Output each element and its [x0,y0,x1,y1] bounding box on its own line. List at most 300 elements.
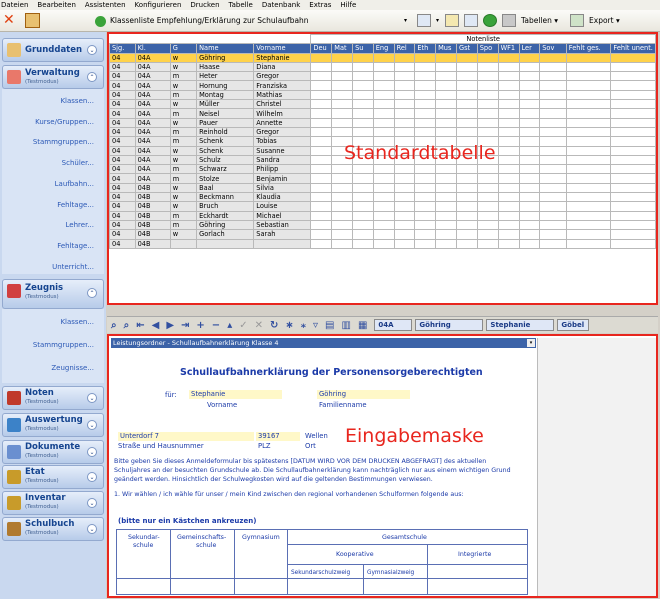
table-cell[interactable]: Stephanie [254,53,311,62]
grade-cell[interactable] [456,53,477,62]
column-header[interactable]: Name [197,44,254,53]
section-zeugnis[interactable] [2,279,104,309]
grade-cell[interactable] [436,239,457,248]
table-cell[interactable]: w [170,202,196,211]
sidebar-link[interactable]: Schüler... [61,159,94,168]
sidebar-link[interactable]: Klassen... [60,318,94,326]
table-cell[interactable]: m [170,72,196,81]
grade-cell[interactable] [611,137,656,146]
grade-cell[interactable] [566,81,611,90]
grade-cell[interactable] [332,202,353,211]
grade-cell[interactable] [311,137,332,146]
table-cell[interactable]: Pauer [197,118,254,127]
table-cell[interactable]: Louise [254,202,311,211]
grade-cell[interactable] [394,230,415,239]
table-cell[interactable]: Göhring [197,53,254,62]
grade-cell[interactable] [332,165,353,174]
table-cell[interactable]: 04A [135,146,170,155]
grade-cell[interactable] [353,220,374,229]
edit-record-icon[interactable]: ▴ [227,319,233,331]
grade-cell[interactable] [477,81,498,90]
grade-cell[interactable] [373,53,394,62]
grade-cell[interactable] [436,202,457,211]
table-cell[interactable]: m [170,174,196,183]
table-cell[interactable]: Schulz [197,155,254,164]
grade-cell[interactable] [332,193,353,202]
table-cell[interactable]: 04 [110,193,136,202]
grade-cell[interactable] [611,100,656,109]
table-row[interactable] [110,53,656,62]
grade-cell[interactable] [353,118,374,127]
table-cell[interactable]: Michael [254,211,311,220]
grade-cell[interactable] [498,146,519,155]
grade-cell[interactable] [519,146,540,155]
grade-cell[interactable] [477,239,498,248]
table-cell[interactable] [254,239,311,248]
grade-cell[interactable] [311,155,332,164]
table-cell[interactable]: w [170,230,196,239]
table-cell[interactable]: Müller [197,100,254,109]
section-dokumente[interactable] [2,440,104,464]
column-header[interactable]: Vorname [254,44,311,53]
grade-cell[interactable] [353,81,374,90]
table-row[interactable] [110,211,656,220]
menu-item[interactable]: Assistenten [84,1,126,9]
grade-cell[interactable] [477,230,498,239]
grade-cell[interactable] [436,193,457,202]
table-cell[interactable]: 04 [110,118,136,127]
table-cell[interactable]: Tobias [254,137,311,146]
grade-cell[interactable] [566,165,611,174]
grade-cell[interactable] [415,100,436,109]
grade-cell[interactable] [353,72,374,81]
table-row[interactable] [110,72,656,81]
grade-cell[interactable] [566,72,611,81]
grade-cell[interactable] [611,202,656,211]
grade-cell[interactable] [540,202,567,211]
table-row[interactable] [110,239,656,248]
grade-cell[interactable] [332,230,353,239]
grade-cell[interactable] [415,72,436,81]
table-cell[interactable]: 04A [135,127,170,136]
grade-cell[interactable] [477,109,498,118]
go-icon[interactable] [483,14,497,27]
grade-cell[interactable] [456,183,477,192]
grade-cell[interactable] [519,193,540,202]
grade-cell[interactable] [436,90,457,99]
grade-cell[interactable] [611,220,656,229]
grade-cell[interactable] [332,239,353,248]
grade-cell[interactable] [415,202,436,211]
table-cell[interactable]: Schenk [197,146,254,155]
grade-cell[interactable] [498,183,519,192]
column-header[interactable]: WF1 [498,44,519,53]
table-cell[interactable]: 04 [110,239,136,248]
grade-cell[interactable] [353,90,374,99]
table-cell[interactable]: 04A [135,165,170,174]
column-header[interactable]: Eth [415,44,436,53]
grade-cell[interactable] [611,127,656,136]
table-cell[interactable]: m [170,127,196,136]
grade-cell[interactable] [332,174,353,183]
grade-cell[interactable] [311,118,332,127]
grade-cell[interactable] [456,100,477,109]
table-row[interactable] [110,183,656,192]
grade-cell[interactable] [456,81,477,90]
sidebar-link[interactable]: Lehrer... [65,221,94,230]
grade-cell[interactable] [477,183,498,192]
expand-icon[interactable]: ⌄ [87,45,97,55]
grade-cell[interactable] [477,100,498,109]
grade-cell[interactable] [519,118,540,127]
table-row[interactable] [110,100,656,109]
grade-cell[interactable] [540,174,567,183]
add-record-icon[interactable]: + [196,319,205,331]
grade-cell[interactable] [540,165,567,174]
refresh-icon[interactable]: ↻ [270,319,279,331]
close-icon[interactable]: ✕ [3,12,15,28]
table-cell[interactable]: w [170,62,196,71]
table-cell[interactable]: Reinhold [197,127,254,136]
menu-item[interactable]: Hilfe [340,1,357,9]
grade-cell[interactable] [373,62,394,71]
grade-cell[interactable] [373,183,394,192]
table-cell[interactable]: Bruch [197,202,254,211]
strasse-field[interactable]: Unterdorf 7 [118,432,254,441]
prev-record-icon[interactable]: ◀ [151,319,160,331]
sidebar-link[interactable]: Kurse/Gruppen... [35,117,94,126]
table-cell[interactable]: 04 [110,100,136,109]
grade-cell[interactable] [311,90,332,99]
grade-cell[interactable] [540,183,567,192]
table-cell[interactable]: m [170,137,196,146]
table-row[interactable] [110,118,656,127]
sidebar-link[interactable]: Unterricht... [52,262,94,271]
grade-cell[interactable] [498,127,519,136]
table-cell[interactable]: 04 [110,165,136,174]
table-cell[interactable]: 04 [110,220,136,229]
grade-cell[interactable] [611,90,656,99]
grade-cell[interactable] [566,230,611,239]
grade-cell[interactable] [477,174,498,183]
grade-cell[interactable] [498,174,519,183]
grade-cell[interactable] [456,230,477,239]
table-cell[interactable]: Silvia [254,183,311,192]
chart-icon[interactable] [445,14,459,27]
grade-cell[interactable] [456,174,477,183]
grade-cell[interactable] [566,220,611,229]
grade-cell[interactable] [566,127,611,136]
table-row[interactable] [110,220,656,229]
table-cell[interactable]: 04B [135,211,170,220]
sidebar-link[interactable]: Fehltage... [57,241,94,250]
printer-icon[interactable] [502,14,516,27]
table-cell[interactable]: 04A [135,72,170,81]
grade-cell[interactable] [519,230,540,239]
grade-cell[interactable] [477,165,498,174]
table-cell[interactable]: w [170,53,196,62]
column-header[interactable]: Spo [477,44,498,53]
grade-cell[interactable] [519,202,540,211]
section-noten[interactable] [2,386,104,410]
grade-cell[interactable] [436,220,457,229]
grade-cell[interactable] [611,109,656,118]
grade-cell[interactable] [456,220,477,229]
grade-cell[interactable] [611,230,656,239]
grade-cell[interactable] [566,202,611,211]
grade-cell[interactable] [498,118,519,127]
collapse-icon[interactable]: ⌃ [87,72,97,82]
grade-cell[interactable] [373,202,394,211]
table-cell[interactable]: 04B [135,183,170,192]
table-cell[interactable]: 04 [110,109,136,118]
grade-cell[interactable] [498,81,519,90]
table-cell[interactable]: w [170,155,196,164]
dropdown-icon[interactable]: ▾ [527,339,535,347]
grade-cell[interactable] [477,211,498,220]
grade-cell[interactable] [566,146,611,155]
sidebar-link[interactable]: Klassen... [60,97,94,105]
grade-cell[interactable] [456,118,477,127]
grade-cell[interactable] [540,137,567,146]
grade-cell[interactable] [477,53,498,62]
grade-cell[interactable] [415,90,436,99]
grade-cell[interactable] [611,193,656,202]
filter-next-icon[interactable]: ⁎ [300,319,307,331]
grade-cell[interactable] [373,211,394,220]
grade-cell[interactable] [540,53,567,62]
grade-cell[interactable] [373,72,394,81]
menu-item[interactable]: Extras [309,1,332,9]
calendar-icon[interactable] [570,14,584,27]
grade-cell[interactable] [373,174,394,183]
sidebar-link[interactable]: Stammgruppen... [32,341,94,349]
grade-cell[interactable] [456,165,477,174]
table-cell[interactable]: 04 [110,174,136,183]
table-cell[interactable]: 04 [110,202,136,211]
layout-split-icon[interactable]: ▥ [341,319,351,331]
grade-cell[interactable] [332,53,353,62]
grade-cell[interactable] [477,62,498,71]
grade-cell[interactable] [311,72,332,81]
filter-icon[interactable]: ∗ [285,319,294,331]
grade-cell[interactable] [353,193,374,202]
collapse-icon[interactable]: ⌃ [87,288,97,298]
grade-cell[interactable] [353,211,374,220]
table-cell[interactable]: Diana [254,62,311,71]
first-record-icon[interactable]: ⇤ [136,319,145,331]
table-cell[interactable]: m [170,220,196,229]
grade-cell[interactable] [477,90,498,99]
column-header[interactable]: G [170,44,196,53]
grade-cell[interactable] [311,109,332,118]
section-grunddaten[interactable] [2,38,104,62]
grade-cell[interactable] [373,90,394,99]
grade-cell[interactable] [477,72,498,81]
grade-cell[interactable] [394,193,415,202]
table-cell[interactable]: 04A [135,90,170,99]
table-row[interactable] [110,109,656,118]
grade-cell[interactable] [498,72,519,81]
sidebar-link[interactable]: Laufbahn... [54,179,94,188]
grade-cell[interactable] [332,90,353,99]
table-row[interactable] [110,202,656,211]
grade-cell[interactable] [436,165,457,174]
grade-cell[interactable] [332,100,353,109]
grade-cell[interactable] [498,211,519,220]
grade-cell[interactable] [353,239,374,248]
grade-cell[interactable] [519,81,540,90]
column-header[interactable]: Mus [436,44,457,53]
grade-cell[interactable] [566,62,611,71]
table-cell[interactable]: Montag [197,90,254,99]
grade-cell[interactable] [394,72,415,81]
grade-cell[interactable] [415,174,436,183]
grade-cell[interactable] [498,100,519,109]
table-cell[interactable]: 04B [135,220,170,229]
export-menu[interactable]: Export ▾ [589,16,620,25]
familienname-field[interactable]: Göhring [317,390,410,399]
grade-cell[interactable] [540,62,567,71]
grade-cell[interactable] [394,109,415,118]
column-header[interactable]: Eng [373,44,394,53]
table-cell[interactable] [197,239,254,248]
grade-cell[interactable] [498,239,519,248]
grade-cell[interactable] [566,174,611,183]
column-header[interactable]: Rel [394,44,415,53]
section-auswertung[interactable] [2,413,104,437]
grade-cell[interactable] [373,165,394,174]
delete-record-icon[interactable]: − [211,319,221,331]
expand-icon[interactable]: ⌄ [87,447,97,457]
tabellen-menu[interactable]: Tabellen ▾ [521,16,559,25]
grade-cell[interactable] [353,230,374,239]
grade-cell[interactable] [332,211,353,220]
grade-cell[interactable] [394,100,415,109]
grade-cell[interactable] [394,62,415,71]
grade-cell[interactable] [540,90,567,99]
grade-cell[interactable] [566,211,611,220]
grade-cell[interactable] [498,230,519,239]
column-header[interactable]: Kl. [135,44,170,53]
grade-cell[interactable] [373,193,394,202]
grade-cell[interactable] [436,100,457,109]
menu-item[interactable]: Drucken [190,1,220,9]
grade-cell[interactable] [353,62,374,71]
table-cell[interactable]: w [170,100,196,109]
table-cell[interactable]: 04B [135,202,170,211]
grade-cell[interactable] [332,127,353,136]
table-cell[interactable]: Heter [197,72,254,81]
grade-cell[interactable] [353,183,374,192]
grade-cell[interactable] [415,127,436,136]
grade-cell[interactable] [353,100,374,109]
grade-cell[interactable] [498,155,519,164]
table-cell[interactable]: 04A [135,100,170,109]
table-cell[interactable]: Sarah [254,230,311,239]
table-cell[interactable]: 04 [110,137,136,146]
grade-cell[interactable] [477,202,498,211]
grade-cell[interactable] [394,81,415,90]
table-cell[interactable]: Schwarz [197,165,254,174]
table-row[interactable] [110,165,656,174]
table-cell[interactable]: Haase [197,62,254,71]
table-cell[interactable]: 04B [135,193,170,202]
grade-cell[interactable] [311,165,332,174]
grade-cell[interactable] [436,183,457,192]
grade-cell[interactable] [498,137,519,146]
table-cell[interactable]: Mathias [254,90,311,99]
column-header[interactable]: Ler [519,44,540,53]
table-cell[interactable]: Benjamin [254,174,311,183]
plz-field[interactable]: 39167 [256,432,300,441]
table-cell[interactable]: 04 [110,90,136,99]
grade-cell[interactable] [415,183,436,192]
record-class-field[interactable]: 04A [374,319,412,331]
grade-cell[interactable] [436,230,457,239]
expand-icon[interactable]: ⌄ [87,498,97,508]
table-cell[interactable]: 04A [135,118,170,127]
grade-cell[interactable] [311,174,332,183]
grade-cell[interactable] [394,53,415,62]
grade-cell[interactable] [611,81,656,90]
record-extra-field[interactable]: Göbel [557,319,589,331]
notepad-icon[interactable] [25,13,40,28]
grade-cell[interactable] [436,211,457,220]
grade-cell[interactable] [519,165,540,174]
last-record-icon[interactable]: ⇥ [181,319,190,331]
grade-cell[interactable] [353,53,374,62]
menu-item[interactable]: Dateien [1,1,29,9]
table-cell[interactable]: 04 [110,155,136,164]
grade-cell[interactable] [566,155,611,164]
grade-cell[interactable] [456,211,477,220]
grade-cell[interactable] [519,90,540,99]
section-etat[interactable] [2,465,104,489]
grade-cell[interactable] [394,211,415,220]
menu-item[interactable]: Tabelle [228,1,253,9]
grade-cell[interactable] [477,127,498,136]
section-inventar[interactable] [2,491,104,515]
table-cell[interactable]: Susanne [254,146,311,155]
confirm-icon[interactable]: ✓ [239,319,248,331]
grade-cell[interactable] [311,127,332,136]
grade-cell[interactable] [373,118,394,127]
grade-cell[interactable] [373,239,394,248]
grade-cell[interactable] [373,230,394,239]
grade-cell[interactable] [394,220,415,229]
grade-cell[interactable] [373,109,394,118]
table-cell[interactable]: 04 [110,53,136,62]
table-row[interactable] [110,230,656,239]
table-cell[interactable]: w [170,193,196,202]
table-cell[interactable]: Philipp [254,165,311,174]
grade-cell[interactable] [332,183,353,192]
grade-cell[interactable] [311,193,332,202]
table-cell[interactable]: m [170,90,196,99]
grade-cell[interactable] [519,211,540,220]
grade-cell[interactable] [311,230,332,239]
grade-cell[interactable] [311,62,332,71]
grade-cell[interactable] [436,127,457,136]
table-cell[interactable]: Gregor [254,127,311,136]
table-cell[interactable]: Göhring [197,220,254,229]
grade-cell[interactable] [540,193,567,202]
grade-cell[interactable] [353,165,374,174]
grade-cell[interactable] [519,183,540,192]
table-cell[interactable]: 04B [135,230,170,239]
grade-cell[interactable] [415,53,436,62]
